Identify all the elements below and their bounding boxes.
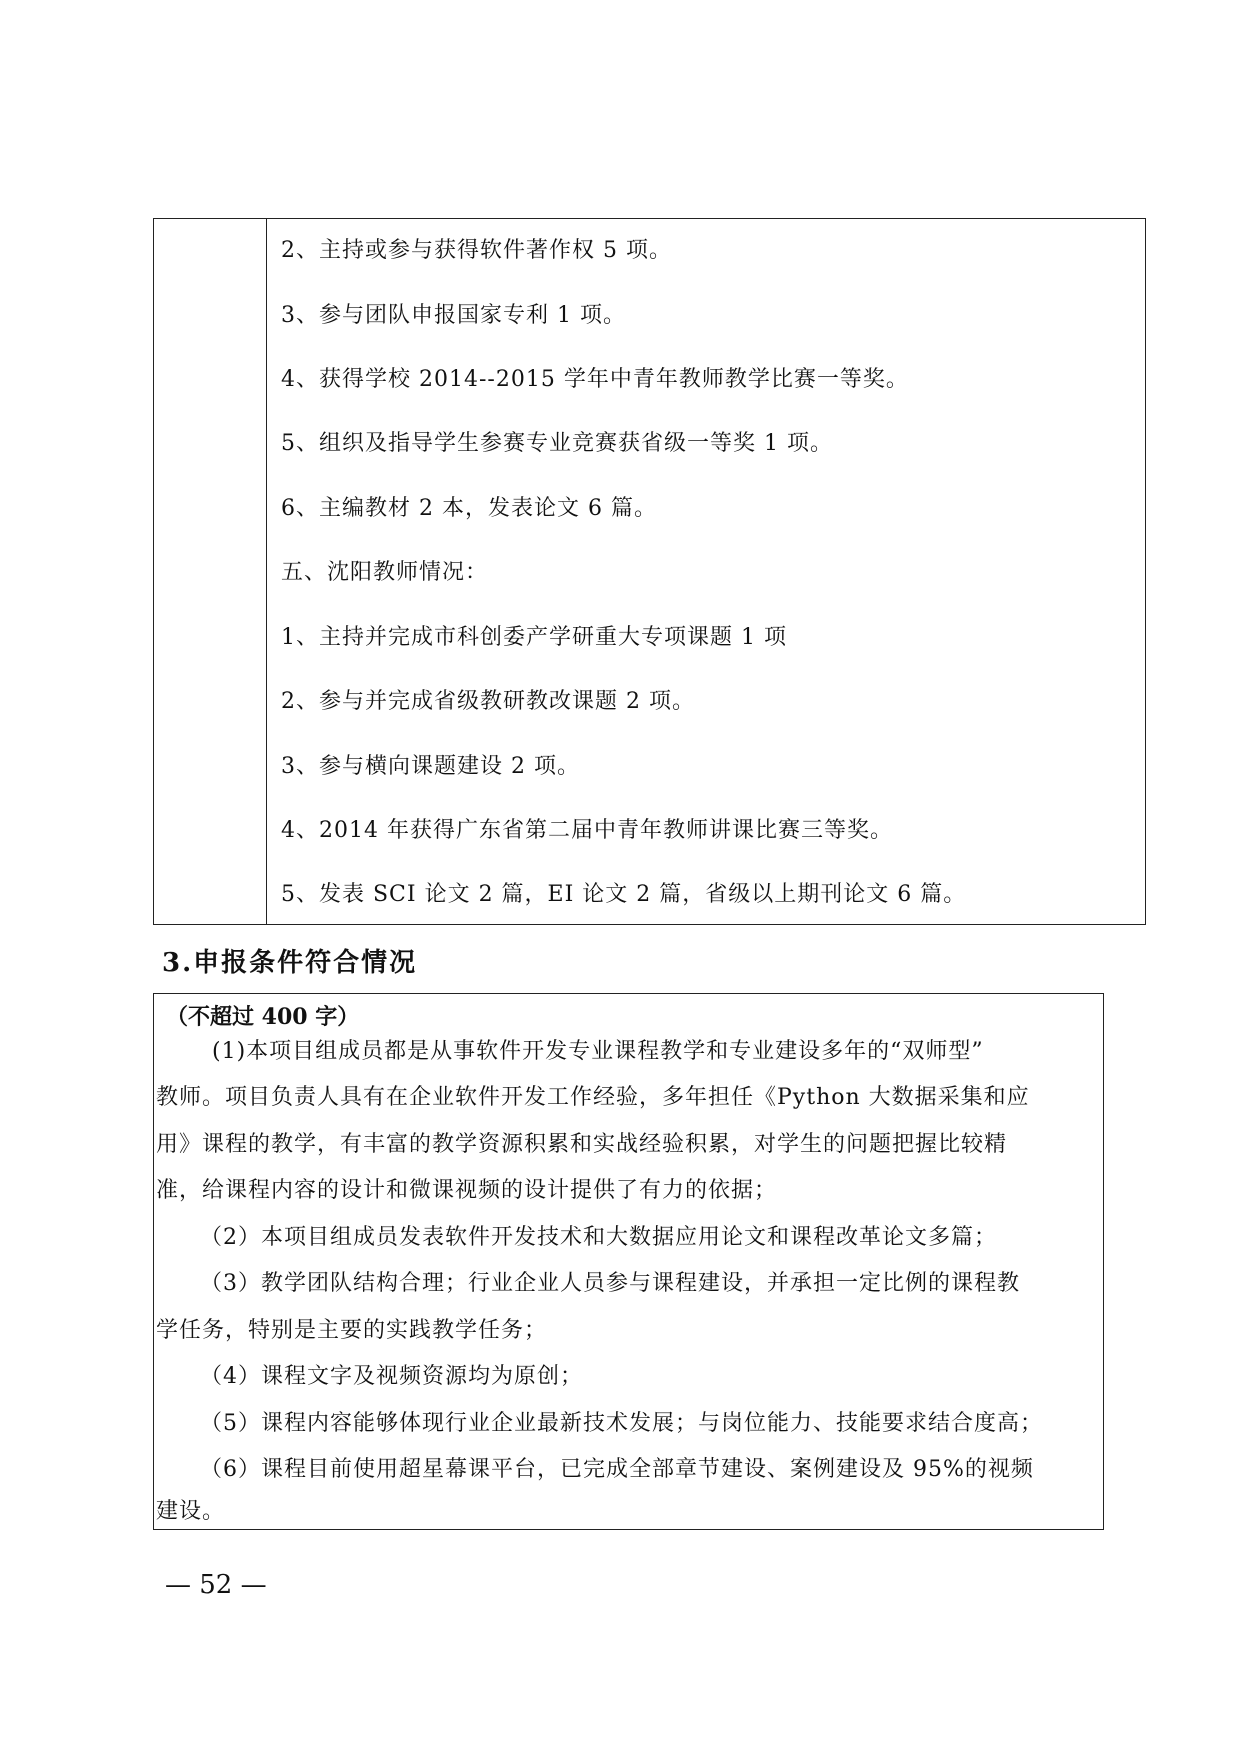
achievement-line: 5、组织及指导学生参赛专业竞赛获省级一等奖 1 项。	[281, 431, 833, 456]
achievement-line: 2、参与并完成省级教研教改课题 2 项。	[281, 689, 695, 714]
word-limit-note: （不超过 400 字）	[166, 1004, 360, 1030]
paragraph-line: 用》课程的教学，有丰富的教学资源积累和实战经验积累，对学生的问题把握比较精	[156, 1132, 1008, 1157]
paragraph-line: （4）课程文字及视频资源均为原创；	[200, 1364, 583, 1389]
achievement-line: 4、2014 年获得广东省第二届中青年教师讲课比赛三等奖。	[281, 818, 893, 843]
achievement-line: 4、获得学校 2014--2015 学年中青年教师教学比赛一等奖。	[281, 367, 909, 392]
paragraph-line: （3）教学团队结构合理；行业企业人员参与课程建设，并承担一定比例的课程教	[200, 1271, 1020, 1296]
achievement-line: 2、主持或参与获得软件著作权 5 项。	[281, 238, 672, 263]
table-content-cell	[268, 219, 1145, 924]
paragraph-line: (1)本项目组成员都是从事软件开发专业课程教学和专业建设多年的“双师型”	[212, 1039, 984, 1064]
paragraph-line: 建设。	[156, 1499, 226, 1524]
conditions-box	[153, 993, 1104, 1530]
paragraph-line: （5）课程内容能够体现行业企业最新技术发展；与岗位能力、技能要求结合度高；	[200, 1411, 1043, 1436]
achievement-line: 1、主持并完成市科创委产学研重大专项课题 1 项	[281, 625, 787, 650]
subsection-heading: 五、沈阳教师情况：	[281, 560, 489, 585]
paragraph-line: 准，给课程内容的设计和微课视频的设计提供了有力的依据；	[156, 1178, 778, 1203]
paragraph-line: （2）本项目组成员发表软件开发技术和大数据应用论文和课程改革论文多篇；	[200, 1225, 997, 1250]
page-number: — 52 —	[165, 1570, 267, 1600]
achievement-line: 3、参与横向课题建设 2 项。	[281, 754, 580, 779]
achievement-line: 5、发表 SCI 论文 2 篇，EI 论文 2 篇，省级以上期刊论文 6 篇。	[281, 882, 967, 907]
achievements-table	[153, 218, 1146, 925]
section-heading: 3.申报条件符合情况	[162, 948, 418, 978]
achievement-line: 3、参与团队申报国家专利 1 项。	[281, 303, 626, 328]
table-label-cell	[154, 219, 267, 924]
paragraph-line: 学任务，特别是主要的实践教学任务；	[156, 1318, 548, 1343]
paragraph-line: （6）课程目前使用超星幕课平台，已完成全部章节建设、案例建设及 95%的视频	[200, 1457, 1034, 1482]
paragraph-line: 教师。项目负责人具有在企业软件开发工作经验，多年担任《Python 大数据采集和应	[156, 1085, 1030, 1110]
achievement-line: 6、主编教材 2 本，发表论文 6 篇。	[281, 496, 657, 521]
